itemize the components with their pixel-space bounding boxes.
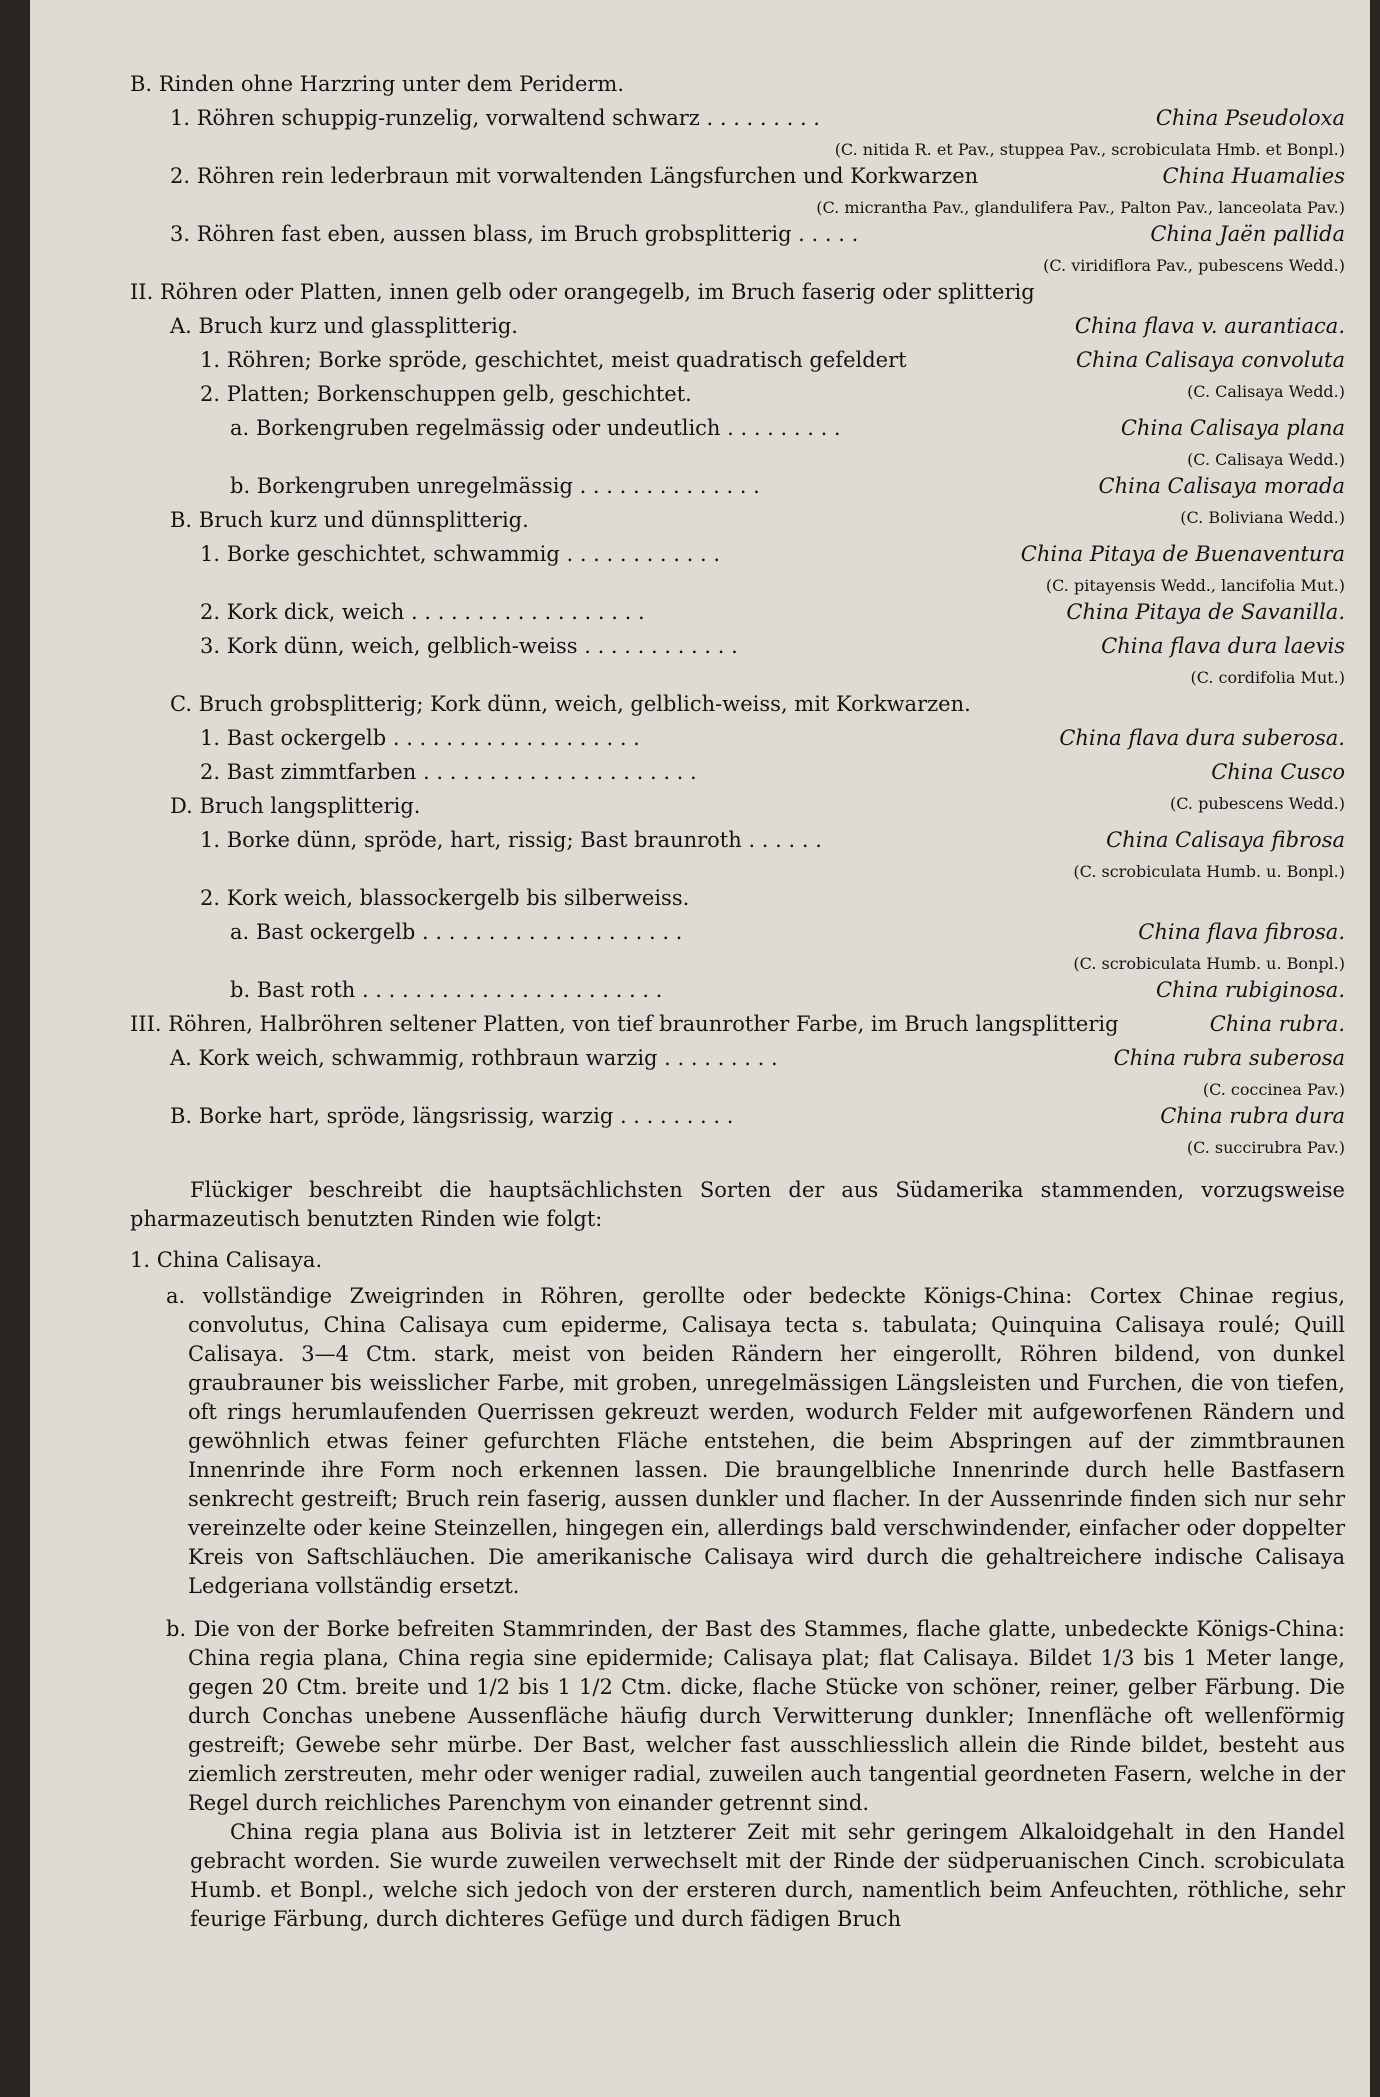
intro-paragraph: Flückiger beschreibt die hauptsächlichsten Sorten der aus Südamerika stammenden, vorzugsweise pharmazeutisch benutzten Rinden wie folgt:: [130, 1178, 1345, 1231]
section-heading: 1. China Calisaya.: [130, 1248, 323, 1272]
key-line: 1. Röhren schuppig-runzelig, vorwaltend schwarz . . . . . . . . . China Pseudoloxa: [170, 106, 1345, 130]
document-page: [30, 0, 1370, 2097]
paragraph-c: China regia plana aus Bolivia ist in letzterer Zeit mit sehr geringem Alkaloidgehalt in den Handel gebracht worden. Sie wurde zuweilen verwechselt mit der Rinde der südperuanischen Cinch. scrobiculata Humb. et Bonpl., welche sich jedoch von der ersteren durch, namentlich beim Anfeuchten, röthliche, sehr feurige Färbung, durch dichteres Gefüge und durch fädigen Bruch: [190, 1820, 1345, 1931]
key-text: B. Rinden ohne Harzring unter dem Periderm.: [130, 72, 624, 96]
key-line-b: [130, 72, 1345, 106]
page-content: B. Rinden ohne Harzring unter dem Periderm. 1. Röhren schuppig-runzelig, vorwaltend schwarz . . . . . . . . . China Pseudoloxa (C. nitida R. et Pav., stuppea Pav., scrobiculata Hmb. et Bonpl.) 2. Röhren rein lederbraun mit vorwaltenden Längsfurchen und Korkwarzen China Huamalies (C. micrantha Pav., glandulifera Pav., Palton Pav., lanceolata Pav.) 3. Röhren fast eben, aussen blass, im Bruch grobsplitterig . . . . . China Jaën pallida (C. viridiflora Pav., pubescens Wedd.) II. Röhren oder Platten, innen gelb oder orangegelb, im Bruch faserig oder splitterig A. Bruch kurz und glassplitterig. China flava v. aurantiaca. 1. Röhren; Borke spröde, geschichtet, meist quadratisch gefeldert China Calisaya convoluta 2. Platten; Borkenschuppen gelb, geschichtet. (C. Calisaya Wedd.) a. Borkengruben regelmässig oder undeutlich . . . . . . . . . China Calisaya plana (C. Calisaya Wedd.) b. Borkengruben unregelmässig . . . . . . . . . . . . . . China Calisaya morada B. Bruch kurz und dünnsplitterig. (C. Boliviana Wedd.) 1. Borke geschichtet, schwammig . . . . . . . . . . . . China Pitaya de Buenaventura (C. pitayensis Wedd., lancifolia Mut.) 2. Kork dick, weich . . . . . . . . . . . . . . . . . . China Pitaya de Savanilla. 3. Kork dünn, weich, gelblich-weiss . . . . . . . . . . . . China flava dura laevis (C. cordifolia Mut.) C. Bruch grobsplitterig; Kork dünn, weich, gelblich-weiss, mit Korkwarzen. 1. Bast ockergelb . . . . . . . . . . . . . . . . . . . China flava dura suberosa. 2. Bast zimmtfarben . . . . . . . . . . . . . . . . . . . . . China Cusco D. Bruch langsplitterig. (C. pubescens Wedd.) 1. Borke dünn, spröde, hart, rissig; Bast braunroth . . . . . . China Calisaya fibrosa (C. scrobiculata Humb. u. Bonpl.) 2. Kork weich, blassockergelb bis silberweiss. a. Bast ockergelb . . . . . . . . . . . . . . . . . . . . China flava fibrosa. (C. scrobiculata Humb. u. Bonpl.) b. Bast roth . . . . . . . . . . . . . . . . . . . . . . . China rubiginosa. III. Röhren, Halbröhren seltener Platten, von tief braunrother Farbe, im Bruch langsplitterig China rubra. A. Kork weich, schwammig, rothbraun warzig . . . . . . . . . China rubra suberosa (C. coccinea Pav.) B. Borke hart, spröde, längsrissig, warzig . . . . . . . . . China rubra dura (C. succirubra Pav.) Flückiger beschreibt die hauptsächlichsten Sorten der aus Südamerika stammenden, vorzugsweise pharmazeutisch benutzten Rinden wie folgt: 1. China Calisaya. a. vollständige Zweigrinden in Röhren, gerollte oder bedeckte Königs-China: Cortex Chinae regius, convolutus, China Calisaya cum epiderme, Calisaya tecta s. tabulata; Quinquina Calisaya roulé; Quill Calisaya. 3—4 Ctm. stark, meist von beiden Rändern her eingerollt, Röhren bildend, von dunkel graubrauner bis weisslicher Farbe, mit groben, unregelmässigen Längsleisten und Furchen, die von tiefen, oft rings herumlaufenden Querrissen gekreuzt werden, wodurch Felder mit aufgeworfenen Rändern und gewöhnlich etwas feiner gefurchten Fläche entstehen, die beim Abspringen auf der zimmtbraunen Innenrinde ihre Form noch erkennen lassen. Die braungelbliche Innenrinde durch helle Bastfasern senkrecht gestreift; Bruch rein faserig, aussen dunkler und flacher. In der Aussenrinde finden sich nur sehr vereinzelte oder keine Steinzellen, hingegen ein, allerdings bald verschwindender, einfacher oder doppelter Kreis von Saftschläuchen. Die amerikanische Calisaya wird durch die gehaltreichere indische Calisaya Ledgeriana vollständig ersetzt. b. Die von der Borke befreiten Stammrinden, der Bast des Stammes, flache glatte, unbedeckte Königs-China: China regia plana, China regia sine epidermide; Calisaya plat; flat Calisaya. Bildet 1/3 bis 1 Meter lange, gegen 20 Ctm. breite und 1/2 bis 1 1/2 Ctm. dicke, flache Stücke von schöner, reiner, gelber Färbung. Die durch Conchas unebene Aussenfläche häufig durch Verwitterung dunkler; Innenfläche oft wellenförmig gestreift; Gewebe sehr mürbe. Der Bast, welcher fast ausschliesslich allein die Rinde bildet, besteht aus ziemlich zerstreuten, mehr oder weniger radial, zuweilen auch tangential geordneten Fasern, welche in der Regel durch reichliches Parenchym von einander getrennt sind. China regia plana aus Bolivia ist in letzterer Zeit mit sehr geringem Alkaloidgehalt in den Handel gebracht worden. Sie wurde zuweilen verwechselt mit der Rinde der südperuanischen Cinch. scrobiculata Humb. et Bonpl., welche sich jedoch von der ersteren durch, namentlich beim Anfeuchten, röthliche, sehr feurige Färbung, durch dichteres Gefüge und durch fädigen Bruch: [130, 72, 1345, 1934]
paragraph-a: a. vollständige Zweigrinden in Röhren, gerollte oder bedeckte Königs-China: Cortex Chinae regius, convolutus, China Calisaya cum epiderme, Calisaya tecta s. tabulata; Quinquina Calisaya roulé; Quill Calisaya. 3—4 Ctm. stark, meist von beiden Rändern her eingerollt, Röhren bildend, von dunkel graubrauner bis weisslicher Farbe, mit groben, unregelmässigen Längsleisten und Furchen, die von tiefen, oft rings herumlaufenden Querrissen gekreuzt werden, wodurch Felder mit aufgeworfenen Rändern und gewöhnlich etwas feiner gefurchten Fläche entstehen, die beim Abspringen auf der zimmtbraunen Innenrinde ihre Form noch erkennen lassen. Die braungelbliche Innenrinde durch helle Bastfasern senkrecht gestreift; Bruch rein faserig, aussen dunkler und flacher. In der Aussenrinde finden sich nur sehr vereinzelte oder keine Steinzellen, hingegen ein, allerdings bald verschwindender, einfacher oder doppelter Kreis von Saftschläuchen. Die amerikanische Calisaya wird durch die gehaltreichere indische Calisaya Ledgeriana vollständig ersetzt.: [166, 1284, 1345, 1598]
paragraph-b: b. Die von der Borke befreiten Stammrinden, der Bast des Stammes, flache glatte, unbedeckte Königs-China: China regia plana, China regia sine epidermide; Calisaya plat; flat Calisaya. Bildet 1/3 bis 1 Meter lange, gegen 20 Ctm. breite und 1/2 bis 1 1/2 Ctm. dicke, flache Stücke von schöner, reiner, gelber Färbung. Die durch Conchas unebene Aussenfläche häufig durch Verwitterung dunkler; Innenfläche oft wellenförmig gestreift; Gewebe sehr mürbe. Der Bast, welcher fast ausschliesslich allein die Rinde bildet, besteht aus ziemlich zerstreuten, mehr oder weniger radial, zuweilen auch tangential geordneten Fasern, welche in der Regel durch reichliches Parenchym von einander getrennt sind.: [166, 1617, 1345, 1815]
